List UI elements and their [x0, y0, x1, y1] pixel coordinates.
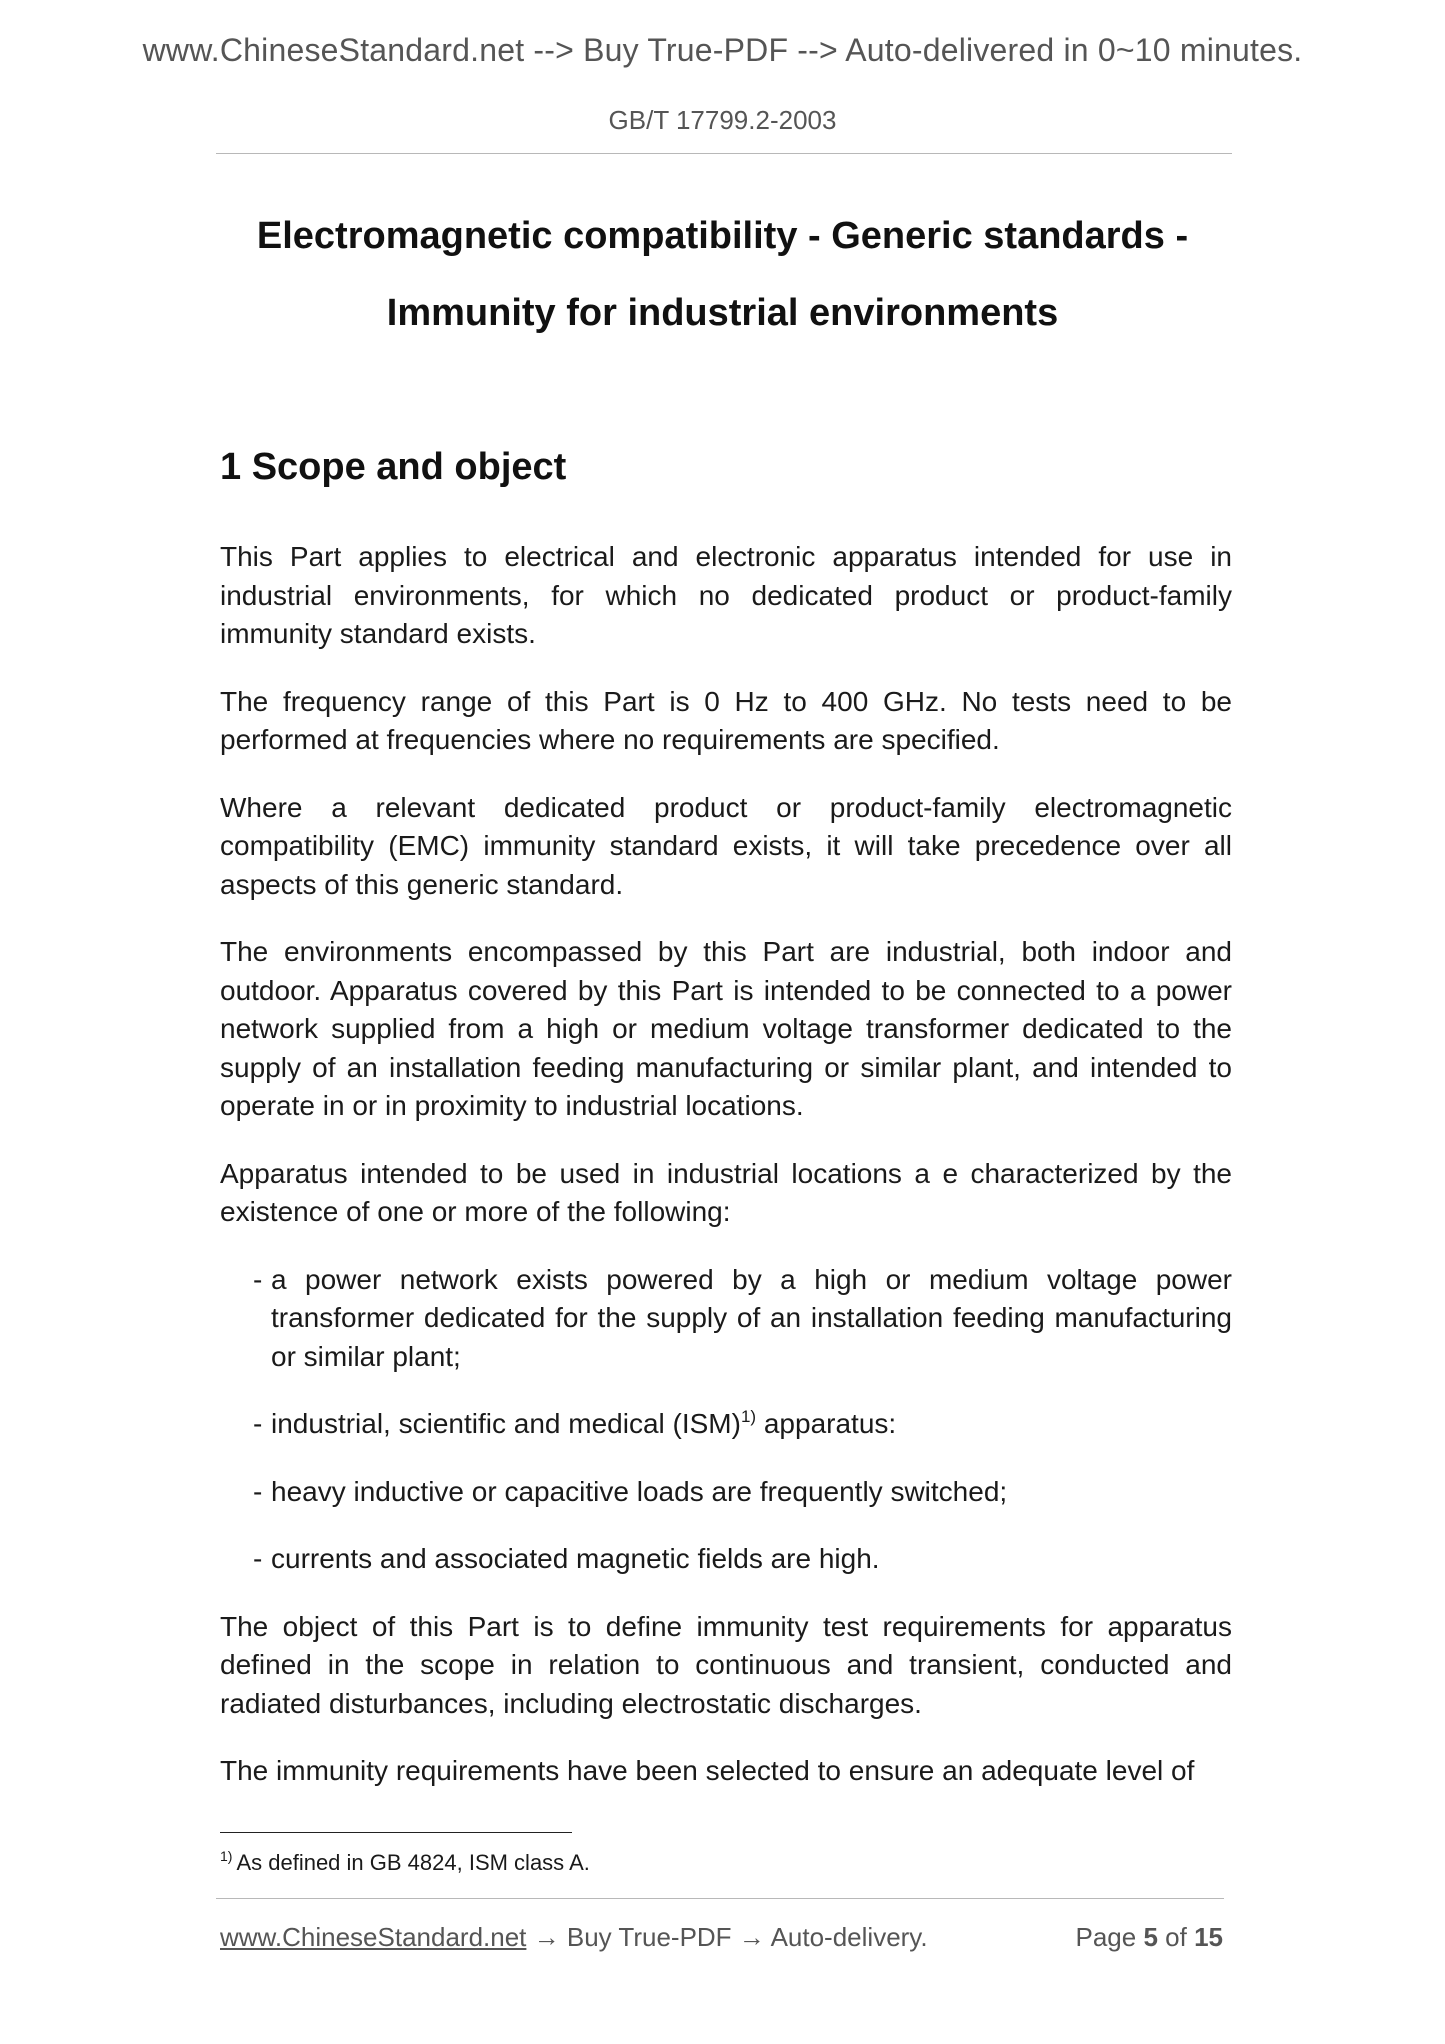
bullet-dash: - [253, 1263, 263, 1295]
footer-promo [220, 1922, 928, 1953]
footer-promo-text: → Buy True-PDF → Auto-delivery. [526, 1922, 928, 1952]
paragraph: This Part applies to electrical and electronic apparatus intended for use in industrial environments, for which no dedicated product or product-family immunity standard exists. [220, 541, 1232, 649]
list-item-text: apparatus: [756, 1408, 897, 1439]
section-body [220, 538, 1232, 1820]
footnote-marker: 1) [220, 1848, 233, 1864]
paragraph: The environments encompassed by this Part are industrial, both indoor and outdoor. Apparatus covered by this Part is intended to be connected to a power network supplied from a high or medium voltage transformer dedicated to the supply of an installation feeding manufacturing or similar plant, and intended to operate in or in proximity to industrial locations. [220, 936, 1232, 1121]
current-page-number: 5 [1143, 1922, 1158, 1952]
list-item [220, 1261, 1232, 1377]
paragraph: The frequency range of this Part is 0 Hz to 400 GHz. No tests need to be performed at frequencies where no requirements are specified. [220, 685, 1232, 755]
list-item [220, 1405, 1232, 1444]
list-item-text: industrial, scientific and medical (ISM) [271, 1408, 741, 1439]
footnote-reference[interactable]: 1) [740, 1407, 757, 1426]
page-label: Page [1075, 1922, 1137, 1952]
list-item [220, 1473, 1232, 1512]
list-item-text: a power network exists powered by a high or medium voltage power transformer dedicated for the supply of an installation feeding manufacturing or similar plant; [271, 1263, 1232, 1372]
list-item [220, 1540, 1232, 1579]
paragraph: Apparatus intended to be used in industrial locations a e characterized by the existence of one or more of the following: [220, 1157, 1232, 1227]
top-banner: www.ChineseStandard.net --> Buy True-PDF --> Auto-delivered in 0~10 minutes. [142, 32, 1303, 68]
title-line-1: Electromagnetic compatibility - Generic standards - [256, 215, 1189, 257]
footnote-divider [220, 1832, 572, 1833]
paragraph: Where a relevant dedicated product or product-family electromagnetic compatibility (EMC) immunity standard exists, it will take precedence over all aspects of this generic standard. [220, 791, 1232, 900]
footer-divider [216, 1898, 1224, 1899]
standard-number: GB/T 17799.2-2003 [608, 105, 837, 135]
bullet-dash: - [253, 1475, 263, 1507]
bullet-dash: - [253, 1543, 263, 1574]
bullet-dash: - [253, 1408, 263, 1439]
footnote-text: As defined in GB 4824, ISM class A. [236, 1850, 590, 1875]
paragraph: The immunity requirements have been selected to ensure an adequate level of [220, 1755, 1195, 1786]
footer-website-link[interactable]: www.ChineseStandard.net [220, 1922, 527, 1952]
title-line-2: Immunity for industrial environments [386, 292, 1059, 334]
total-pages-number: 15 [1194, 1922, 1223, 1952]
header-divider [216, 153, 1232, 154]
list-item-text: currents and associated magnetic fields are high. [271, 1543, 880, 1574]
of-label: of [1165, 1922, 1187, 1952]
page-indicator [1075, 1922, 1223, 1953]
list-item-text: heavy inductive or capacitive loads are frequently switched; [271, 1475, 1008, 1507]
document-title [200, 198, 1245, 352]
paragraph: The object of this Part is to define immunity test requirements for apparatus defined in the scope in relation to continuous and transient, conducted and radiated disturbances, including electrostatic discharges. [220, 1610, 1232, 1719]
section-heading: 1 Scope and object [220, 446, 567, 488]
footnote [220, 1850, 590, 1876]
